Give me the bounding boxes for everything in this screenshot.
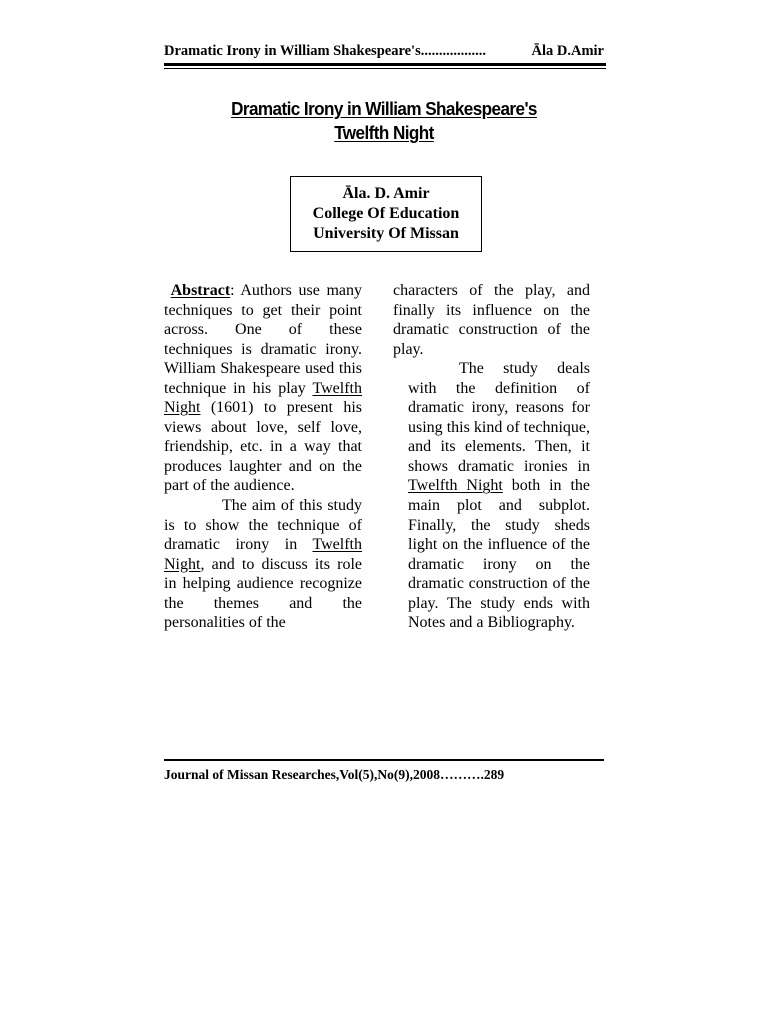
running-header bbox=[164, 43, 604, 60]
abstract-column-left bbox=[164, 281, 362, 633]
running-header-author: Āla D.Amir bbox=[531, 43, 604, 59]
abstract-paragraph-2-continued: characters of the play, and finally its influence on the dramatic construction of the play. bbox=[393, 282, 590, 358]
abstract-label: Abstract bbox=[170, 282, 231, 299]
paper-title-line-2: Twelfth Night bbox=[334, 123, 434, 143]
paper-title bbox=[175, 97, 593, 145]
abstract-p1-text-a: : Authors use many techniques to get their point across. One of these techniques is dramatic irony. William Shakespeare used this technique in his play bbox=[164, 282, 363, 397]
play-title-ref: Twelfth Night bbox=[164, 536, 362, 573]
author-box bbox=[290, 176, 482, 252]
play-title-ref: Twelfth Night bbox=[408, 477, 503, 495]
abstract-p2-text-b: , and to discuss its role in helping audience recognize the themes and the personalities of the bbox=[164, 555, 362, 632]
abstract-paragraph-3 bbox=[408, 359, 590, 633]
play-title-ref: Twelfth Night bbox=[164, 379, 362, 417]
abstract-paragraph-1 bbox=[164, 281, 362, 496]
abstract-p3-text-b: both in the main plot and subplot. Finally, the study sheds light on the influence of the dramatic irony on the dramatic construction of the play. The study ends with Notes and a Bibliography. bbox=[408, 477, 590, 632]
author-name: Āla. D. Amir bbox=[342, 185, 430, 202]
footer-rule bbox=[164, 759, 604, 761]
header-rule bbox=[164, 63, 606, 66]
abstract-paragraph-2 bbox=[164, 496, 362, 633]
author-university: University Of Missan bbox=[313, 225, 459, 242]
running-header-title: Dramatic Irony in William Shakespeare's.................. bbox=[164, 43, 486, 59]
paper-title-line-1: Dramatic Irony in William Shakespeare's bbox=[231, 99, 537, 119]
abstract-p1-text-b: (1601) to present his views about love, self love, friendship, etc. in a way that produces laughter and on the part of the audience. bbox=[164, 399, 362, 495]
abstract-p2-text-a: The aim of this study is to show the technique of dramatic irony in bbox=[164, 497, 362, 554]
author-college: College Of Education bbox=[312, 205, 460, 222]
journal-footer: Journal of Missan Researches,Vol(5),No(9),2008……….289 bbox=[164, 767, 505, 782]
abstract-p3-text-a: The study deals with the definition of dramatic irony, reasons for using this kind of technique, and its elements. Then, it shows dramatic ironies in bbox=[408, 360, 590, 475]
header-rule-thin bbox=[164, 68, 606, 69]
abstract-column-right bbox=[393, 281, 590, 633]
abstract-paragraph-3-block bbox=[408, 359, 590, 633]
